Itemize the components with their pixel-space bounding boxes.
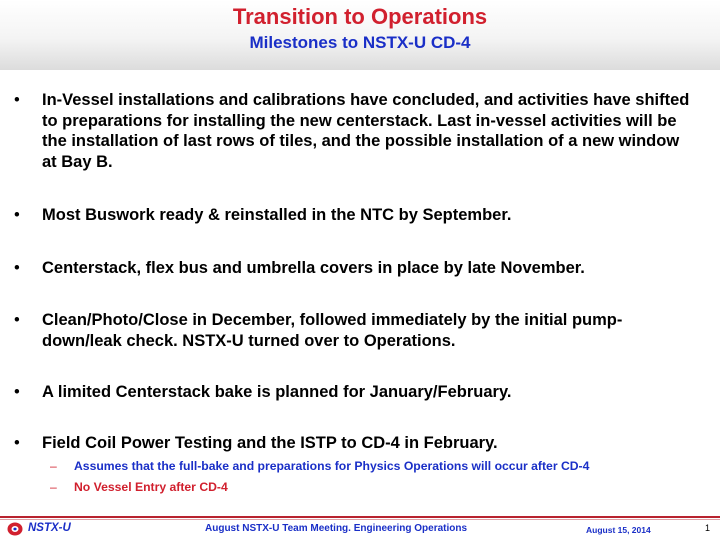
logo-text: NSTX-U (28, 522, 71, 534)
footer-meeting-title: August NSTX-U Team Meeting. Engineering Operations (205, 523, 468, 534)
sub-bullet-text: No Vessel Entry after CD-4 (74, 480, 228, 494)
bullet-dot-icon: • (14, 311, 20, 329)
bullet-item (14, 433, 692, 454)
bullet-item (14, 310, 692, 351)
nstx-u-logo (6, 521, 76, 537)
bullet-item (14, 382, 692, 403)
bullet-text: In-Vessel installations and calibrations have concluded, and activities have shifted to preparations for installing the new centerstack. Last in-vessel activities will be the installation of last rows of tiles, and the possible installation of a new window at Bay B. (42, 91, 690, 171)
bullet-dot-icon: • (14, 91, 20, 109)
sub-bullet-item (50, 479, 694, 495)
bullet-dot-icon: • (14, 434, 20, 452)
footer-date: August 15, 2014 (586, 525, 651, 535)
footer-rule (0, 516, 720, 518)
slide-header (0, 0, 720, 70)
page-number: 1 (705, 523, 711, 533)
bullet-text: Clean/Photo/Close in December, followed immediately by the initial pump-down/leak check. NSTX-U turned over to Operations. (42, 311, 623, 350)
slide-subtitle: Milestones to NSTX-U CD-4 (249, 33, 471, 52)
bullet-item (14, 90, 692, 172)
bullet-text: Centerstack, flex bus and umbrella covers in place by late November. (42, 259, 585, 277)
sub-bullet-item (50, 458, 694, 474)
bullet-item (14, 258, 692, 279)
slide-title: Transition to Operations (232, 4, 488, 29)
sub-bullet-text: Assumes that the full-bake and preparations for Physics Operations will occur after CD-4 (74, 459, 590, 473)
torus-logo-icon (6, 521, 24, 537)
bullet-item (14, 205, 692, 226)
bullet-text: Most Buswork ready & reinstalled in the NTC by September. (42, 206, 512, 224)
bullet-text: A limited Centerstack bake is planned for January/February. (42, 383, 512, 401)
bullet-text: Field Coil Power Testing and the ISTP to CD-4 in February. (42, 434, 498, 452)
bullet-dot-icon: • (14, 206, 20, 224)
bullet-dot-icon: • (14, 383, 20, 401)
bullet-dot-icon: • (14, 259, 20, 277)
dash-icon: – (50, 459, 57, 473)
dash-icon: – (50, 480, 57, 494)
footer-rule-secondary (0, 519, 720, 520)
